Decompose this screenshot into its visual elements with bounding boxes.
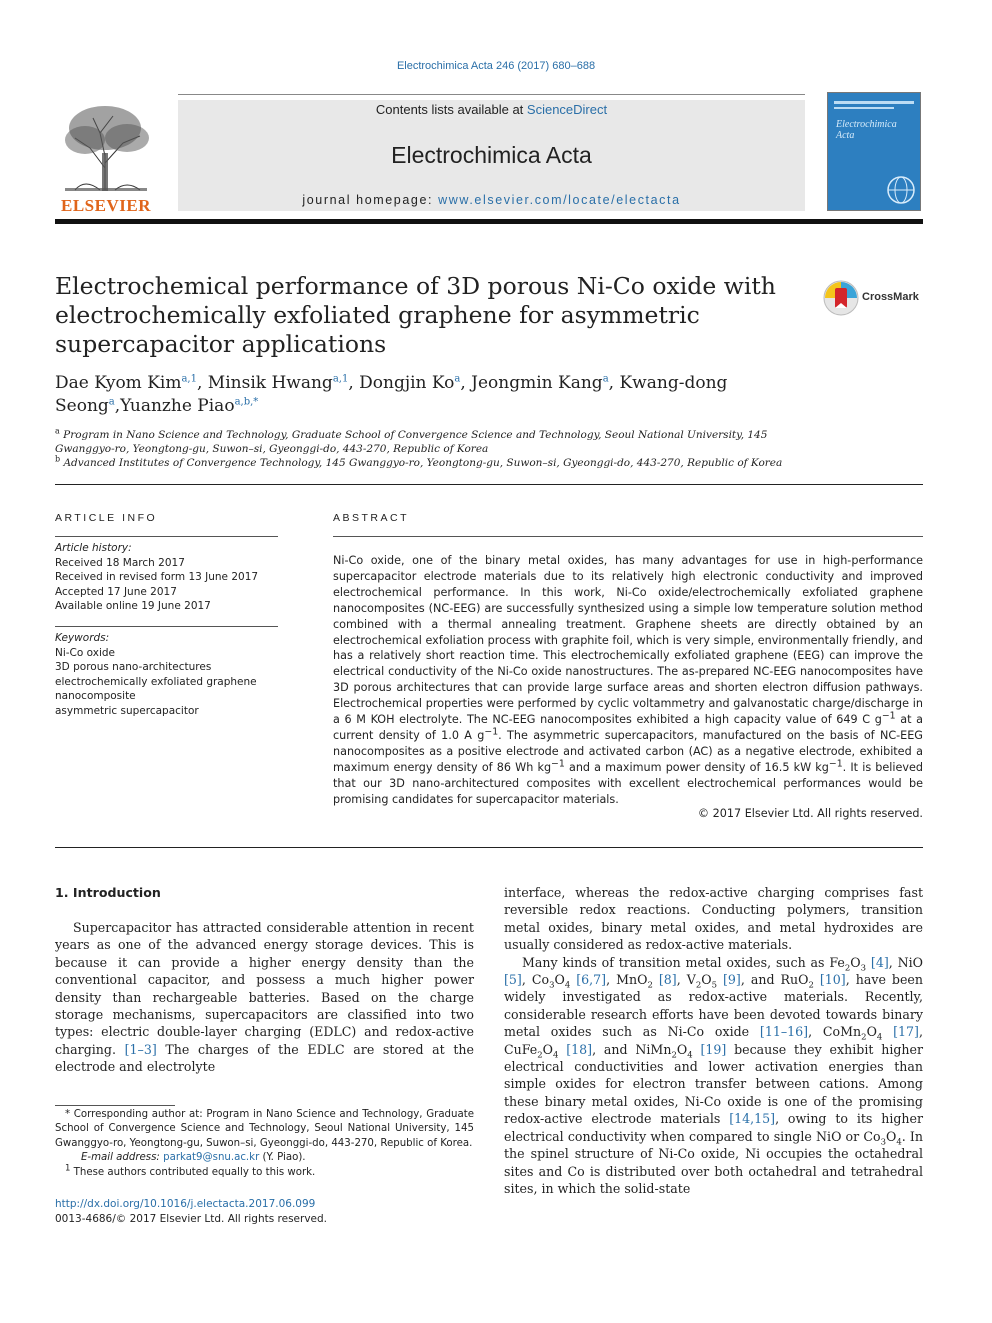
email-note: E-mail address: parkat9@snu.ac.kr (Y. Piao). xyxy=(81,1152,306,1164)
keyword-item: asymmetric supercapacitor xyxy=(55,704,199,717)
keywords-divider xyxy=(55,626,278,627)
abstract-copyright: © 2017 Elsevier Ltd. All rights reserved. xyxy=(697,807,923,820)
author-affiliation-marker[interactable]: a,1 xyxy=(181,373,197,385)
elsevier-wordmark: ELSEVIER xyxy=(61,196,151,215)
affiliation-item xyxy=(55,456,815,470)
footnotes xyxy=(55,1108,474,1180)
reference-link[interactable]: [9] xyxy=(722,972,741,988)
author-affiliation-marker[interactable]: a xyxy=(454,373,461,385)
doi-link[interactable]: http://dx.doi.org/10.1016/j.electacta.2017.06.099 xyxy=(55,1198,316,1210)
journal-citation[interactable]: Electrochimica Acta 246 (2017) 680–688 xyxy=(396,60,596,72)
history-item: Available online 19 June 2017 xyxy=(55,600,211,612)
history-label: Article history: xyxy=(55,542,132,554)
section-divider xyxy=(55,847,923,848)
affiliation-marker: a xyxy=(55,426,60,436)
author-separator: , xyxy=(114,396,121,416)
author-affiliation-marker[interactable]: a xyxy=(108,396,115,408)
masthead-top-rule xyxy=(178,94,805,95)
intro-paragraph-1: Supercapacitor has attracted considerable attention in recent years as one of the advanced energy storage devices. This is because it can provide a higher energy density than the conventional capacitor, and possess a much higher power density than rechargeable batteries. Based on the charge storage mechanisms, supercapacitors are classified into two types: electric double-layer charging (EDLC) and redox-active charging. [1–3] The charges of the EDLC are stored at the electrode and electrolyte xyxy=(55,920,474,1075)
intro-paragraph-1-continued: interface, whereas the redox-active charging comprises fast reversible redox reactions. Conducting polymers, transition metal oxides, binary metal oxides, and metal hydroxides are usually considered as redox-active materials. xyxy=(504,885,923,953)
keyword-item: nanocomposite xyxy=(55,690,136,702)
keyword-item: Ni-Co oxide xyxy=(55,646,116,659)
cover-globe-icon xyxy=(886,175,916,205)
author-separator: , xyxy=(196,373,208,393)
author-name[interactable]: Jeongmin Kang xyxy=(471,373,603,393)
keywords-block xyxy=(55,631,278,718)
author-affiliation-marker[interactable]: a,1 xyxy=(332,373,349,385)
crossmark-icon xyxy=(822,279,860,317)
author-list xyxy=(55,372,855,418)
keyword-item: 3D porous nano-architectures xyxy=(55,661,212,673)
body-column-right xyxy=(504,884,923,1197)
author-name[interactable]: Dongjin Ko xyxy=(359,373,455,393)
reference-link[interactable]: [5] xyxy=(504,972,522,988)
journal-homepage-link[interactable]: www.elsevier.com/locate/electacta xyxy=(438,193,681,207)
history-list xyxy=(55,556,278,614)
affiliation-text: Advanced Institutes of Convergence Technology, 145 Gwanggyo-ro, Yeongtong-gu, Suwon–si, Gyeonggi-do, 443-270, Republic of Korea xyxy=(63,457,783,469)
journal-homepage-line: journal homepage: www.elsevier.com/locate/electacta xyxy=(302,193,681,207)
author-affiliation-marker[interactable]: a,b,* xyxy=(234,396,259,408)
reference-link[interactable]: [11–16] xyxy=(759,1024,809,1040)
journal-cover-thumbnail[interactable] xyxy=(827,92,921,211)
intro-paragraph-2: Many kinds of transition metal oxides, such as $Fe_2O_3$ [4], NiO [5], $Co_3O_4$ [6,7], MnO$_2$ [8], $V_2O_5$ [9], and RuO$_2$ [10], have been widely investigated as redox-active materials. Recently, considerable research efforts have been devoted towards binary metal oxides such as Ni-Co oxide [11–16], $CoMn_2O_4$ [17], $CuFe_2O_4$ [18], and $NiMn_2O_4$ [19] because they exhibit higher electrical conductivities and lower activation energies than simple oxides for electron transfer between cations. Among these binary metal oxides, Ni-Co oxide is one of the promising redox-active electrode materials [14,15], owing to its higher electrical conductivity when compared to single NiO or $Co_3O_4$. In the spinel structure of Ni-Co oxide, Ni occupies the octahedral sites and Co is distributed over both octahedral and tetrahedral sites, in which the solid-state xyxy=(504,954,924,1196)
affiliation-marker: b xyxy=(55,454,61,464)
keywords-label: Keywords: xyxy=(55,632,110,644)
reference-link[interactable]: [6,7] xyxy=(576,972,607,988)
cover-header-stripe xyxy=(834,101,914,104)
author-name[interactable]: Kwang-dong Seong xyxy=(55,373,728,416)
reference-link[interactable]: [18] xyxy=(566,1041,593,1057)
keyword-list xyxy=(55,646,278,719)
header-divider-bar xyxy=(55,219,923,224)
abstract-divider xyxy=(333,536,923,537)
reference-link[interactable]: [14,15] xyxy=(729,1111,776,1127)
article-info-heading: ARTICLE INFO xyxy=(55,512,158,524)
section-divider xyxy=(55,484,923,485)
author-separator: , xyxy=(348,373,360,393)
author-name[interactable]: Yuanzhe Piao xyxy=(120,396,235,416)
reference-link[interactable]: [19] xyxy=(700,1041,727,1057)
footnote-divider xyxy=(55,1105,175,1106)
cover-header-stripe xyxy=(834,107,894,109)
reference-link[interactable]: [4] xyxy=(870,954,889,970)
history-item: Accepted 17 June 2017 xyxy=(55,585,177,598)
article-info-divider xyxy=(55,536,278,537)
doi-block xyxy=(55,1197,474,1227)
journal-masthead xyxy=(178,100,805,211)
reference-link[interactable]: [10] xyxy=(819,972,846,988)
reference-link[interactable]: [8] xyxy=(658,972,677,988)
introduction-heading: 1. Introduction xyxy=(55,885,161,900)
history-item: Received 18 March 2017 xyxy=(55,556,185,569)
author-affiliation-marker[interactable]: a xyxy=(602,373,609,385)
sciencedirect-link[interactable]: ScienceDirect xyxy=(526,102,608,117)
article-title: Electrochemical performance of 3D porous Ni-Co oxide with electrochemically exfoliated graphene for asymmetric supercapacitor applications xyxy=(55,272,776,358)
corresponding-author-note: * Corresponding author at: Program in Nano Science and Technology, Graduate School of Convergence Science and Technology, Seoul National University, 145 Gwanggyo-ro, Yeongtong-gu, Suwon–si, Gyeonggi-do, 443-270, Republic of Korea. xyxy=(55,1109,474,1149)
abstract-heading: ABSTRACT xyxy=(333,512,410,524)
journal-name: Electrochimica Acta xyxy=(391,142,592,168)
reference-link[interactable]: [1–3] xyxy=(124,1041,157,1057)
abstract-text: Ni-Co oxide, one of the binary metal oxides, has many advantages for use in high-performance supercapacitor electrode materials due to its relatively high electronic conductivity and improved electrochemical performance. In this work, Ni-Co oxide/electrochemically exfoliated graphene nanocomposites (NC-EEG) are successfully synthesized using a simple low temperature solution method combined with a thermal annealing treatment. Graphene sheets are directly obtained by an electrochemical exfoliation process with graphite foil, which is very simple, environmentally friendly, and has a relatively short reaction time. This electrochemically exfoliated graphene (EEG) can improve the electrical conductivity of the Ni-Co oxide nanostructures. The as-prepared NC-EEG nanocomposites have 3D porous architectures that can provide large surface areas and shorten electron diffusion pathways. Electrochemical properties were performed by cyclic voltammetry and galvanostatic charge/discharge in a 6 M KOH electrolyte. The NC-EEG nanocomposites exhibited a high capacity value of 649 C $g^{-1}$ at a current density of 1.0 A $g^{-1}$. The asymmetric supercapacitors, manufactured on the basis of NC-EEG nanocomposites as a positive electrode and activated carbon (AC) as a negative electrode, exhibited a maximum energy density of 86 Wh $kg^{-1}$ and a maximum power density of 16.5 kW $kg^{-1}$. It is believed that our 3D nano-architectured composites with excellent electrochemical performances would be promising candidates for supercapacitor materials. xyxy=(333,554,924,806)
issn-copyright-line: 0013-4686/© 2017 Elsevier Ltd. All rights reserved. xyxy=(55,1213,328,1225)
article-history xyxy=(55,541,278,614)
affiliations xyxy=(55,428,815,470)
crossmark-label: CrossMark xyxy=(862,291,919,303)
author-name[interactable]: Minsik Hwang xyxy=(207,373,333,393)
crossmark-badge[interactable] xyxy=(822,279,922,317)
history-item: Received in revised form 13 June 2017 xyxy=(55,571,259,583)
equal-contribution-note: $^1$ These authors contributed equally to this work. xyxy=(65,1163,316,1178)
body-column-left xyxy=(55,919,474,1076)
author-name[interactable]: Dae Kyom Kim xyxy=(55,373,182,393)
affiliation-text: Program in Nano Science and Technology, Graduate School of Convergence Science and Technology, Seoul National University, 145 Gwanggyo-ro, Yeongtong-gu, Suwon–si, Gyeonggi-do, 443-270, Republic of Korea xyxy=(55,429,768,455)
reference-link[interactable]: [17] xyxy=(893,1024,919,1040)
contents-line: Contents lists available at ScienceDirect xyxy=(375,102,608,117)
cover-title: Electrochimica Acta xyxy=(836,119,897,141)
keyword-item: electrochemically exfoliated graphene xyxy=(55,675,257,688)
affiliation-item xyxy=(55,428,815,456)
author-separator: , xyxy=(608,373,620,393)
email-link[interactable]: parkat9@snu.ac.kr xyxy=(163,1152,260,1164)
author-separator: , xyxy=(460,373,472,393)
